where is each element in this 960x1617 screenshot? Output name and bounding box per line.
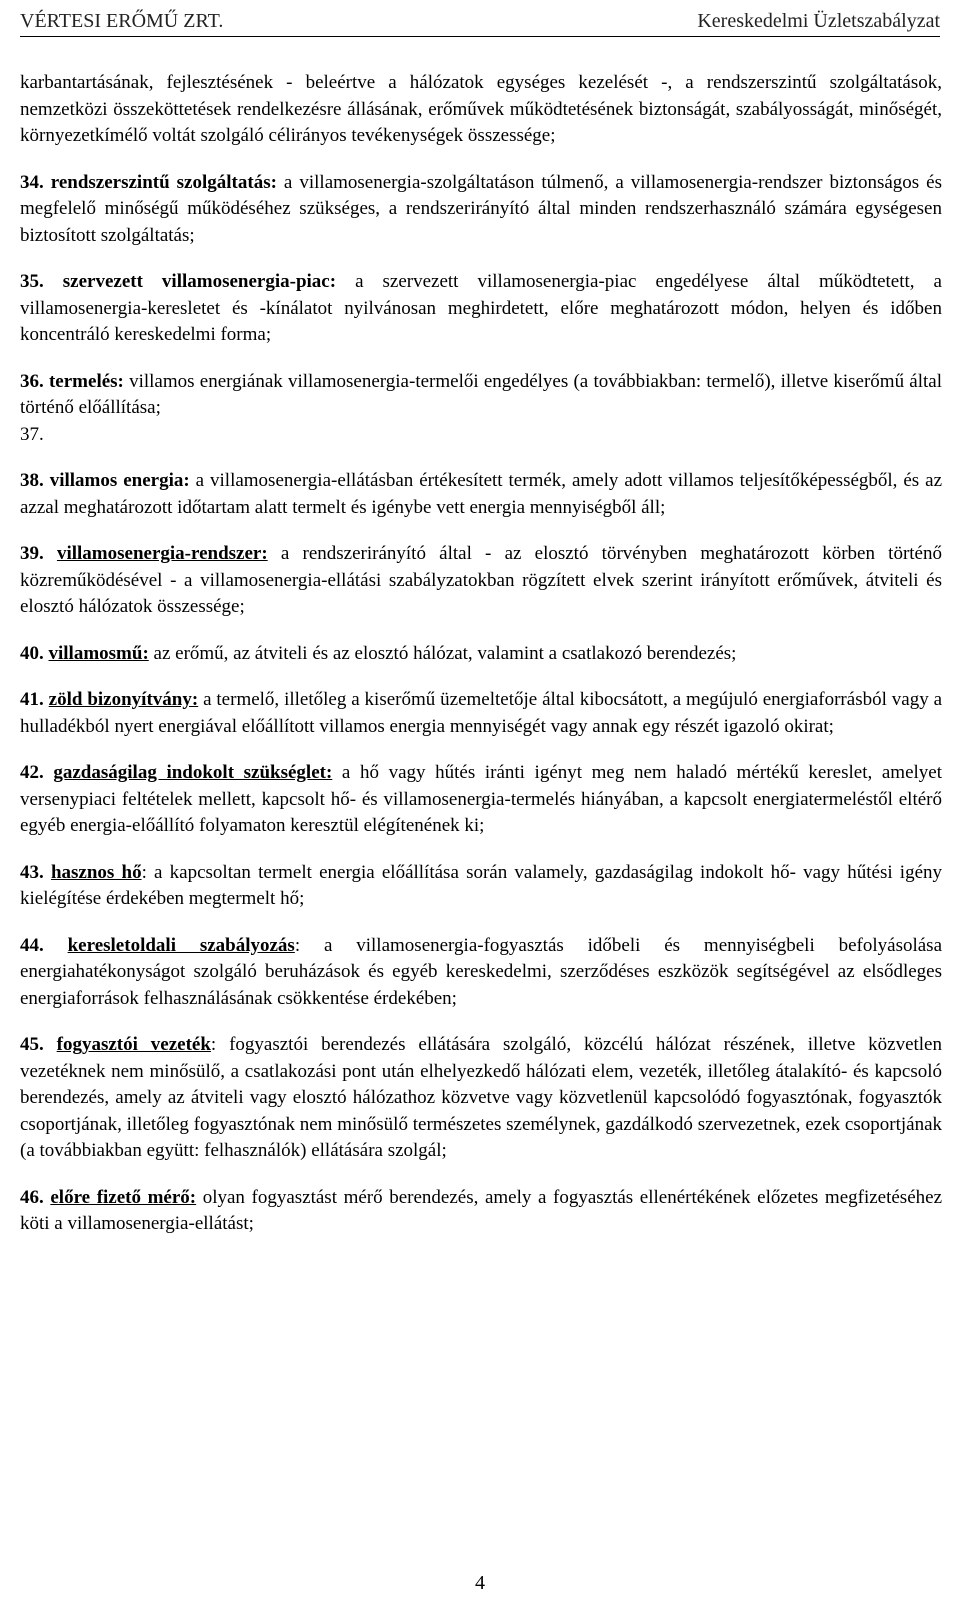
page-header — [20, 4, 940, 34]
definition-text: villamos energiának villamosenergia-termelői engedélyes (a továbbiakban: termelő), illetve kiserőmű által történő előállítása; — [20, 370, 943, 418]
definition-36 — [20, 369, 942, 422]
definition-number: 38. — [20, 470, 44, 491]
definition-34 — [20, 170, 942, 250]
definition-text: a hő vagy hűtés iránti igényt meg nem haladó mértékű kereslet, amelyet versenypiaci feltételek mellett, kapcsolt hő- és villamosenergia-termelés hiányában, a kapcsolt energiatermeléstől eltérő egyéb energia-előállító folyamaton keresztül elégítenének ki; — [20, 762, 943, 836]
page-number: 4 — [475, 1572, 485, 1594]
definition-40 — [20, 641, 942, 668]
definition-term: gazdaságilag indokolt szükséglet: — [53, 762, 333, 783]
definition-45 — [20, 1032, 942, 1165]
definition-term: rendszerszintű szolgáltatás: — [50, 171, 277, 193]
definition-37 — [20, 422, 942, 449]
definition-number: 35. — [20, 271, 44, 292]
definition-41 — [20, 687, 942, 740]
definition-term: zöld bizonyítvány: — [48, 689, 199, 710]
definition-number: 34. — [20, 171, 44, 193]
definition-text: : a kapcsoltan termelt energia előállítása során valamely, gazdaságilag indokolt hő- vagy hűtési igény kielégítése érdekében megtermelt hő; — [20, 861, 943, 909]
definition-term: előre fizető mérő: — [50, 1186, 197, 1208]
definition-number: 37. — [20, 423, 44, 445]
definition-44 — [20, 933, 942, 1013]
definition-term: termelés: — [48, 370, 124, 392]
definition-46 — [20, 1185, 942, 1238]
definition-term: hasznos hő — [50, 861, 142, 883]
definition-text: : a villamosenergia-fogyasztás időbeli és mennyiségbeli befolyásolása energiahatékonyságot szolgáló beruházások és egyéb kereskedelmi, szerződéses eszközök segítségével az elsődleges energiaforrások felhasználásának csökkentése érdekében; — [20, 934, 942, 1009]
definition-43 — [20, 860, 942, 913]
definition-number: 40. — [20, 642, 44, 664]
definition-text: a szervezett villamosenergia-piac engedélyese által működtetett, a villamosenergia-keresletet és -kínálatot nyilvánosan meghirdetett, előre meghatározott módon, helyen és időben koncentráló kereskedelmi forma; — [20, 271, 942, 345]
definition-term: szervezett villamosenergia-piac: — [62, 271, 337, 292]
definition-text: a rendszerirányító által - az elosztó törvényben meghatározott körben történő közreműködésével - a villamosenergia-ellátási szabályzatokban rögzített elvek szerint irányított erőművek, átviteli és elosztó hálózatok összessége; — [20, 543, 942, 617]
definition-number: 43. — [20, 861, 44, 883]
definition-39 — [20, 541, 942, 621]
definition-term: villamos energia: — [49, 470, 190, 491]
definition-number: 45. — [20, 1034, 44, 1055]
definition-text: a villamosenergia-ellátásban értékesített termék, amely adott villamos teljesítőképességből, és az azzal meghatározott időtartam alatt termelt és igénybe vett energia mennyiségből áll; — [20, 470, 943, 518]
definition-term: villamosenergia-rendszer: — [56, 543, 268, 564]
definition-42 — [20, 760, 942, 840]
header-company: VÉRTESI ERŐMŰ ZRT. — [20, 10, 224, 32]
definition-term: fogyasztói vezeték — [56, 1034, 211, 1055]
definition-number: 39. — [20, 543, 44, 564]
header-divider — [20, 36, 940, 37]
definition-35 — [20, 269, 942, 349]
definition-text: olyan fogyasztást mérő berendezés, amely a fogyasztás ellenértékének előzetes megfizetéséhez köti a villamosenergia-ellátást; — [20, 1186, 943, 1234]
intro-paragraph: karbantartásának, fejlesztésének - beleértve a hálózatok egységes kezelését -, a rendszerszintű szolgáltatások, nemzetközi összeköttetések rendelkezésre állásának, erőművek működtetésének biztonságát, szabályosságát, minőségét, környezetkímélő voltát szolgáló célirányos tevékenységek összessége; — [20, 72, 942, 146]
definition-number: 44. — [20, 934, 44, 956]
definition-number: 46. — [20, 1186, 44, 1208]
definition-term: villamosmű: — [48, 642, 149, 664]
definition-number: 36. — [20, 370, 44, 392]
definition-text: a termelő, illetőleg a kiserőmű üzemeltetője által kibocsátott, a megújuló energiaforrásból vagy a hulladékból nyert energiával előállított villamos energia mennyiségét vagy annak egy részét igazoló okirat; — [20, 689, 943, 737]
definition-term: keresletoldali szabályozás — [67, 934, 295, 956]
definition-number: 41. — [20, 689, 44, 710]
definition-text: : fogyasztói berendezés ellátására szolgáló, közcélú hálózat részének, illetve közvetlen vezetéknek nem minősülő, a csatlakozási pont után elhelyezkedő hálózati elem, vezeték, illetőleg átalakító- és kapcsoló berendezés, amely az átviteli vagy elosztó hálózathoz közvetve vagy közvetlenül kapcsolódó fogyasztónak, fogyasztók csoportjának, illetőleg fogyasztónak nem minősülő természetes személynek, gazdálkodó szervezetnek, ezek csoportjának (a továbbiakban együtt: felhasználók) ellátására szolgál; — [20, 1034, 942, 1161]
definition-text: az erőmű, az átviteli és az elosztó hálózat, valamint a csatlakozó berendezés; — [148, 642, 737, 664]
definition-38 — [20, 468, 942, 521]
definition-text: a villamosenergia-szolgáltatáson túlmenő, a villamosenergia-rendszer biztonságos és megfelelő minőségű működéséhez szükséges, a rendszerirányító által minden rendszerhasználó számára egységesen biztosított szolgáltatás; — [20, 171, 942, 246]
header-document-title: Kereskedelmi Üzletszabályzat — [697, 10, 940, 32]
definition-number: 42. — [20, 762, 44, 783]
document-body — [20, 70, 942, 1258]
